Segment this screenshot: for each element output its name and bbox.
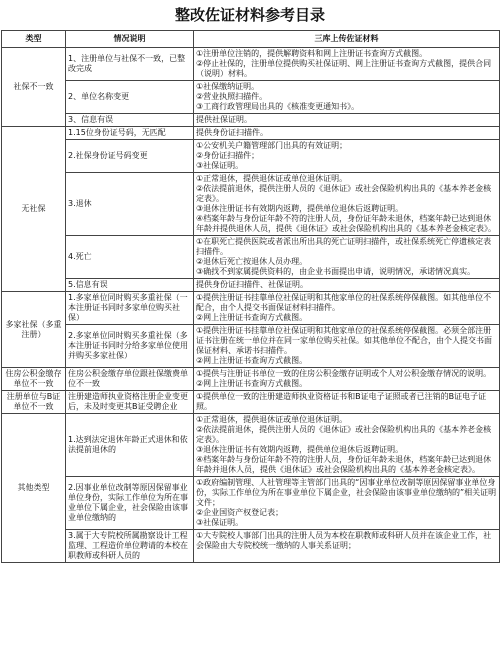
material-line: ①注册单位注销的，提供解聘资料和网上注册证书查询方式截图。 (196, 49, 428, 58)
header-situation: 情况说明 (66, 31, 194, 48)
situation-cell: 注册建造师执业资格注册企业变更后，未及时变更其B证受聘企业 (66, 391, 194, 414)
material-line: ③确找不到家属提供资料的，由企业书面提出申请，说明情况，承诺情况真实。 (196, 267, 476, 276)
material-line: ③社保证明。 (196, 161, 244, 170)
material-line: ①提供与注册证书单位一致的住房公积金缴存证明或个人对公积金缴存情况的说明。 (196, 369, 492, 378)
table-row (2, 292, 500, 325)
material-line: 提供社保证明。 (196, 115, 252, 124)
type-cell: 无社保 (2, 127, 66, 292)
table-body (2, 48, 500, 563)
material-line: ②网上注册证书查询方式截图。 (196, 379, 308, 388)
page-title: 整改佐证材料参考目录 (174, 6, 325, 24)
material-line: ②依法提前退休，提供注册人员的《退休证》或社会保险机构出具的《基本养老金核定表》。 (196, 425, 492, 444)
material-line: ④档案年龄与身份证年龄不符的注册人员，身份证年龄未退休，档案年龄已达到退休年龄并退休人员，提供《退休证》或社会保险机构出具的《基本养老金核定表》。 (196, 455, 492, 474)
materials-cell (194, 292, 500, 325)
type-cell: 注册单位与B证单位不一致 (2, 391, 66, 414)
table-row (2, 368, 500, 391)
materials-cell (194, 48, 500, 81)
table-row (2, 140, 500, 173)
situation-cell: 1.达到法定退休年龄正式退休和依法提前退休的 (66, 414, 194, 477)
material-line: ③工商行政管理局出具的《核准变更通知书》。 (196, 102, 360, 111)
header-row (2, 31, 500, 48)
materials-cell (194, 368, 500, 391)
materials-cell (194, 127, 500, 140)
type-cell: 社保不一致 (2, 48, 66, 127)
situation-cell: 3.属于大专院校所属勘察设计工程监理、工程造价单位聘请的本校在职教师或科研人员的 (66, 530, 194, 563)
material-line: ①在职死亡提供医院或者派出所出具的死亡证明扫描件，或社保系统死亡停遗核定表扫描件。 (196, 237, 492, 256)
materials-cell (194, 236, 500, 279)
situation-cell: 5.信息有误 (66, 279, 194, 292)
table-row (2, 477, 500, 530)
table-row (2, 391, 500, 414)
material-line: ②企业国资产权登记表； (196, 508, 284, 517)
situation-cell: 住房公积金缴存单位跟社保缴费单位不一致 (66, 368, 194, 391)
materials-cell (194, 391, 500, 414)
materials-cell (194, 81, 500, 114)
situation-cell: 2.社保身份证号码变更 (66, 140, 194, 173)
table-row (2, 173, 500, 236)
situation-cell: 1.多家单位同时购买多重社保（一本注册证书同时多家单位购买社保） (66, 292, 194, 325)
situation-cell: 1.15位身份证号码，无匹配 (66, 127, 194, 140)
type-cell: 住房公积金缴存单位不一致 (2, 368, 66, 391)
material-line: ①公安机关户籍管理部门出具的有效证明； (196, 141, 348, 150)
material-line: 提供身份证扫描件、社保证明。 (196, 280, 308, 289)
type-cell: 多家社保（多重注册） (2, 292, 66, 368)
materials-cell (194, 530, 500, 563)
material-line: ④档案年龄与身份证年龄不符的注册人员，身份证年龄未退休，档案年龄已达到退休年龄并提供退休人员，提供《退休证》或社会保险机构出具的《基本养老金核定表》。 (196, 214, 496, 233)
materials-cell (194, 325, 500, 368)
material-line: ①提供注册证书挂靠单位社保证明和其他家单位的社保系统停保截图。必须全部注册证书注册在统一单位并在同一家单位购买社保。如其他单位不配合，由个人提交书面保证材料、承诺书扫描件。 (196, 326, 492, 355)
materials-cell (194, 414, 500, 477)
table-row (2, 279, 500, 292)
materials-cell (194, 173, 500, 236)
table-row (2, 236, 500, 279)
material-line: ②停止社保的，注册单位提供购买社保证明、网上注册证书查询方式截图，提供合同（说明）材料。 (196, 59, 492, 78)
material-line: ②网上注册证书查询方式截图。 (196, 356, 308, 365)
material-line: ①政府编制管理、人社管理等主管部门出具的“因事业单位改制等原因保留事业单位身份，实际工作单位为所在事业单位下属企业，社会保险由该事业单位缴纳的”相关证明文件； (196, 478, 497, 507)
situation-cell: 2.多家单位同时购买多重社保（多本注册证书同时分给多家单位使用并购买多家社保） (66, 325, 194, 368)
table-row (2, 114, 500, 127)
materials-cell (194, 140, 500, 173)
materials-cell (194, 279, 500, 292)
material-line: ②营业执照扫描件。 (196, 92, 268, 101)
materials-table (1, 30, 500, 563)
table-row (2, 48, 500, 81)
table-row (2, 81, 500, 114)
material-line: ①提供单位一致的注册建造师执业资格证书和B证电子证照或者已注销的B证电子证照。 (196, 392, 487, 411)
material-line: ①正常退休，提供退休证或单位退休证明。 (196, 174, 348, 183)
material-line: ①提供注册证书挂靠单位社保证明和其他家单位的社保系统停保截图。如其他单位不配合，由个人提交书面保证材料扫描件。 (196, 293, 492, 312)
type-cell: 其他类型 (2, 414, 66, 563)
material-line: ①正常退休，提供退休证或单位退休证明。 (196, 415, 348, 424)
table-row (2, 530, 500, 563)
material-line: ②依法提前退休，提供注册人员的《退休证》或社会保险机构出具的《基本养老金核定表》。 (196, 184, 492, 203)
header-type: 类型 (2, 31, 66, 48)
situation-cell: 2、单位名称变更 (66, 81, 194, 114)
material-line: ②身份证扫描件； (196, 151, 260, 160)
material-line: 提供身份证扫描件。 (196, 128, 268, 137)
material-line: ③退休注册证书有效期内返聘，提供单位退休后返聘证明。 (196, 204, 404, 213)
situation-cell: 3.退休 (66, 173, 194, 236)
header-materials: 三库上传佐证材料 (194, 31, 500, 48)
table-row (2, 325, 500, 368)
situation-cell: 2.因事业单位改制等原因保留事业单位身份，实际工作单位为所在事业单位下属企业，社会保险由该事业单位缴纳的 (66, 477, 194, 530)
situation-cell: 4.死亡 (66, 236, 194, 279)
materials-cell (194, 477, 500, 530)
material-line: ②退休后死亡按退休人员办理。 (196, 257, 308, 266)
material-line: ③退休注册证书有效期内返聘，提供单位退休后返聘证明。 (196, 445, 404, 454)
situation-cell: 1、注册单位与社保不一致，已整改完成 (66, 48, 194, 81)
table-row (2, 127, 500, 140)
materials-cell (194, 114, 500, 127)
table-row (2, 414, 500, 477)
material-line: ③社保证明。 (196, 518, 244, 527)
material-line: ①大专院校人事部门出具的注册人员为本校在职教师或科研人员并在该企业工作，社会保险由大专院校统一缴纳的人事关系证明； (196, 531, 492, 550)
material-line: ①社保缴纳证明。 (196, 82, 260, 91)
material-line: ②网上注册证书查询方式截图。 (196, 313, 308, 322)
situation-cell: 3、信息有误 (66, 114, 194, 127)
